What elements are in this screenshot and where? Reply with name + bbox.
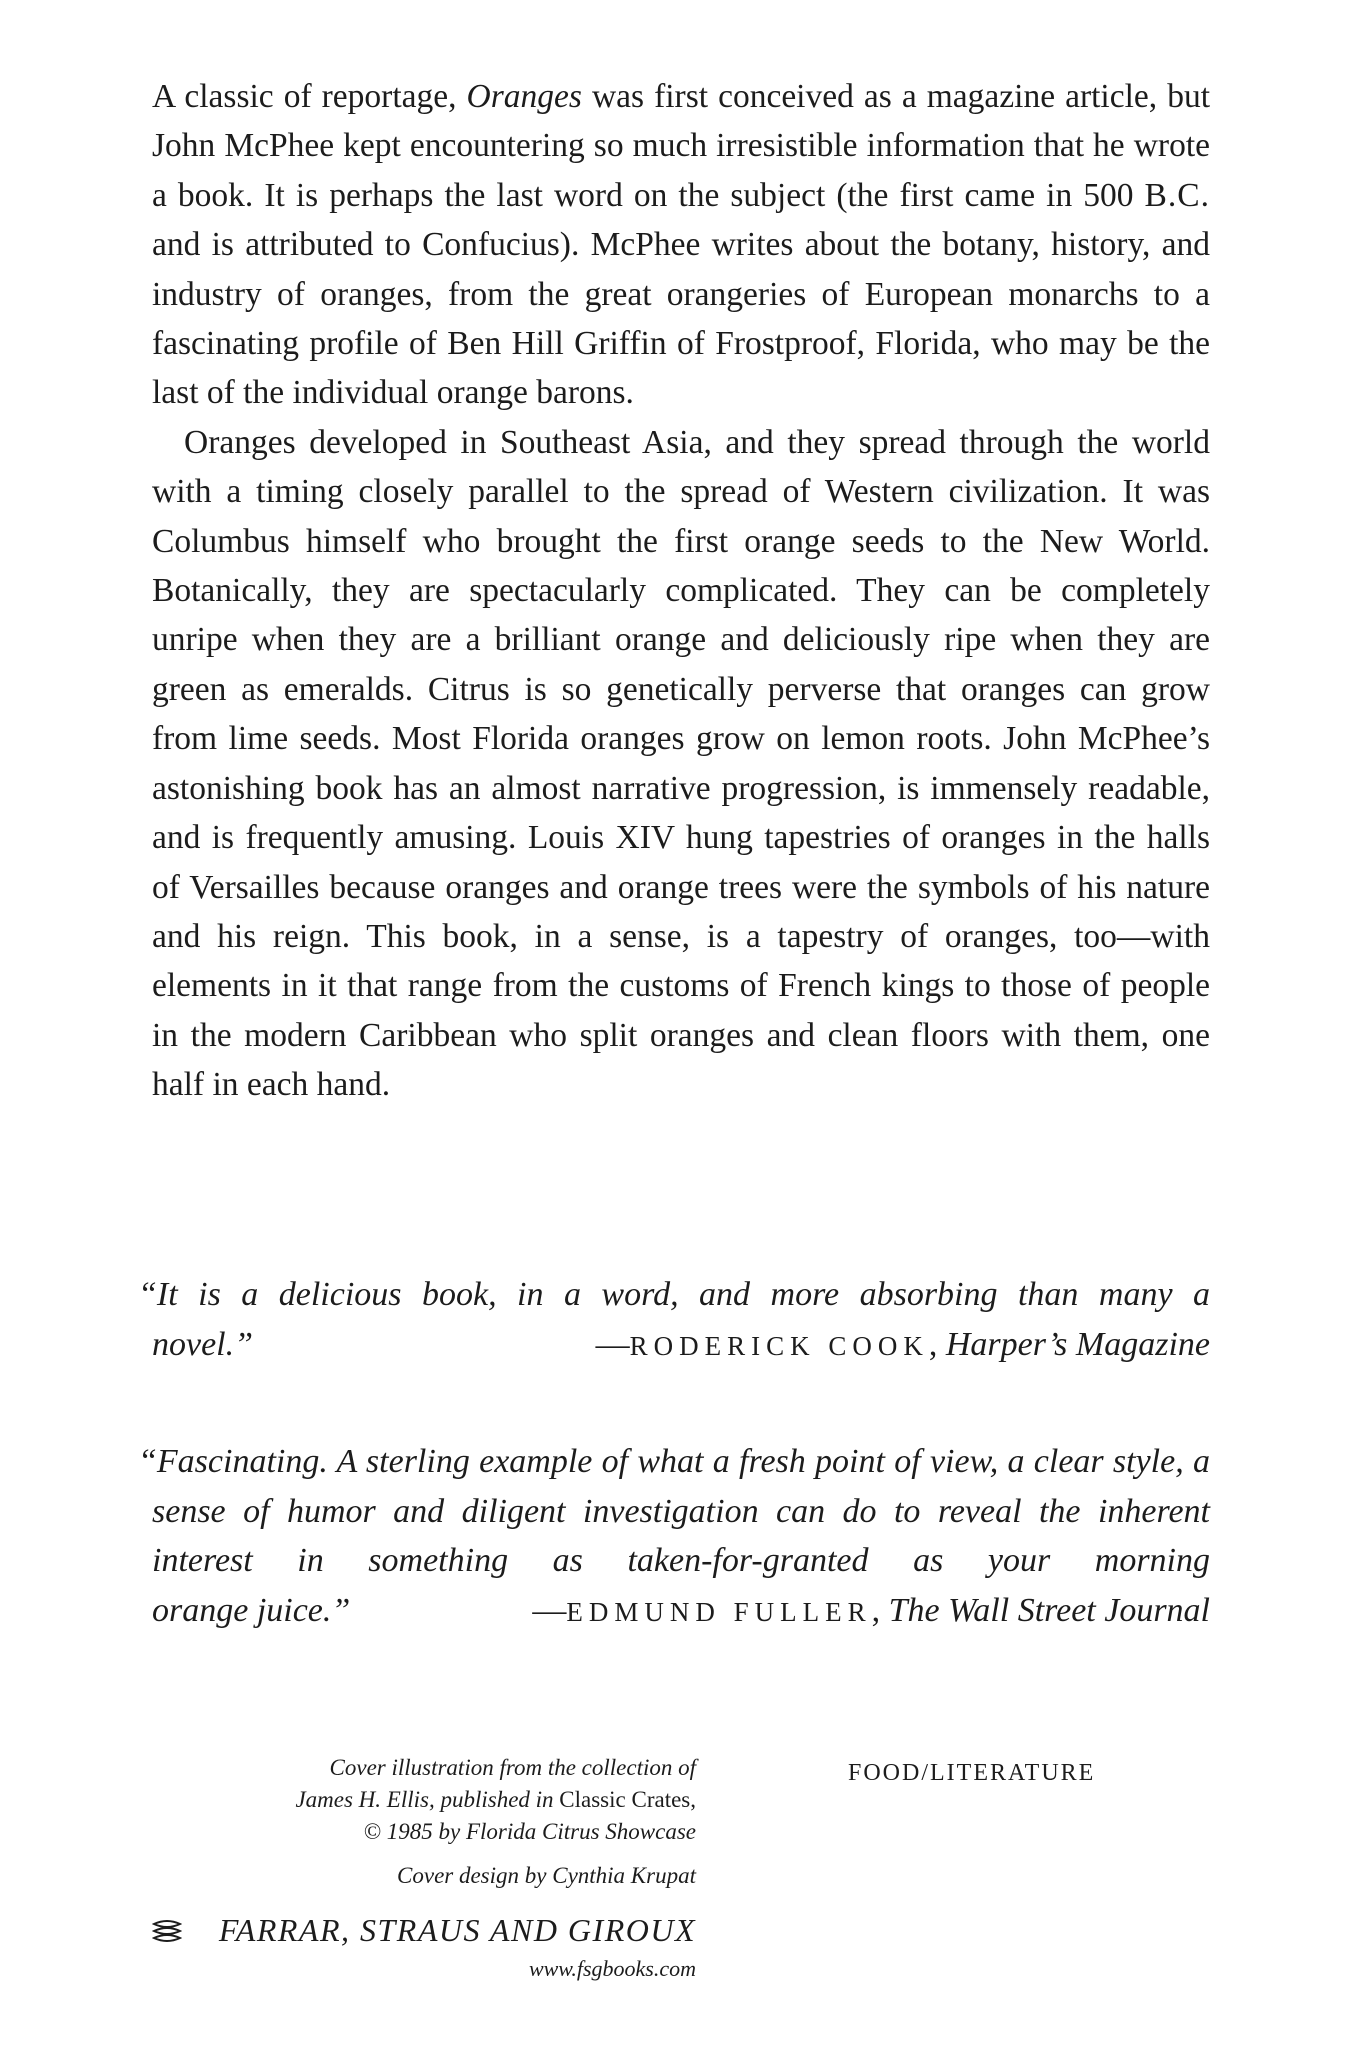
book-title-inline: Oranges <box>466 78 582 115</box>
quote-1-author: RODERICK COOK <box>629 1330 929 1361</box>
quote-1-text-end: novel.” <box>152 1325 254 1363</box>
credits-line-2a: James H. Ellis, published in <box>295 1787 560 1812</box>
review-quote-2 <box>138 1437 1210 1637</box>
cover-design-credit: Cover design by Cynthia Krupat <box>397 1863 696 1888</box>
description-paragraph-1 <box>152 72 1210 418</box>
book-description <box>152 72 1210 1110</box>
quote-2-dash: — <box>532 1591 567 1629</box>
credits-line-1: Cover illustration from the collection of <box>329 1755 696 1780</box>
quote-2-last-line <box>138 1586 1210 1638</box>
quote-1-attribution: —RODERICK COOK, Harper’s Magazine <box>595 1325 1210 1363</box>
description-p1-part2: was first conceived as a magazine article, but John McPhee kept encountering so much irresistible information that he wrote a book. It is perhaps the last word on the subject (the first came in 500 <box>152 78 1210 214</box>
credits-line-3: © 1985 by Florida Citrus Showcase <box>363 1819 696 1844</box>
credits-line-2b: Classic Crates, <box>559 1787 696 1812</box>
quote-1-last-line <box>138 1320 1210 1372</box>
description-p1-part3: and is attributed to Confucius). McPhee writes about the botany, history, and industry of oranges, from the great orangeries of European monarchs to a fascinating profile of Ben Hill Griffin of Frostproof, Florida, who may be the last of the individual orange barons. <box>152 226 1210 412</box>
fsg-fish-icon <box>152 1918 182 1944</box>
credits-line-2 <box>176 1784 696 1816</box>
quote-2-attribution: —EDMUND FULLER, The Wall Street Journal <box>532 1591 1210 1629</box>
quote-2-text-end: orange juice.” <box>152 1591 351 1629</box>
quote-2-text <box>138 1437 1210 1586</box>
publisher-name: FARRAR, STRAUS AND GIROUX <box>218 1912 696 1948</box>
description-paragraph-2: Oranges developed in Southeast Asia, and they spread through the world with a timing closely parallel to the spread of Western civilization. It was Columbus himself who brought the first orange seeds to the New World. Botanically, they are spectacularly complicated. They can be completely unripe when they are a brilliant orange and deliciously ripe when they are green as emeralds. Citrus is so genetically perverse that oranges can grow from lime seeds. Most Florida oranges grow on lemon roots. John McPhee’s astonishing book has an almost narrative progression, is immensely readable, and is frequently amusing. Louis XIV hung tapestries of oranges in the halls of Versailles because oranges and orange trees were the symbols of his nature and his reign. This book, in a sense, is a tapestry of oranges, too—with elements in it that range from the customs of French kings to those of people in the modern Caribbean who split oranges and clean floors with them, one half in each hand. <box>152 423 1210 1104</box>
quote-1-text: “It is a delicious book, in a word, and more absorbing than many a <box>138 1276 1210 1313</box>
publisher-website[interactable]: www.fsgbooks.com <box>528 1956 696 1981</box>
quote-1-dash: — <box>595 1325 630 1363</box>
quote-2-author: EDMUND FULLER <box>566 1596 872 1627</box>
review-quote-1 <box>138 1270 1210 1371</box>
quote-2-publication: The Wall Street Journal <box>888 1591 1210 1629</box>
cover-credits <box>176 1752 696 1892</box>
description-p1-part1: A classic of reportage, <box>152 78 467 115</box>
publisher-line <box>152 1912 696 1949</box>
book-category: FOOD/LITERATURE <box>848 1760 1096 1786</box>
quote-2-text-lines: “Fascinating. A sterling example of what a fresh point of view, a clear style, a sense of humor and diligent investigation can do to reveal the inherent interest in something as taken-for-granted as your morning <box>138 1443 1210 1579</box>
era-abbrev: B.C. <box>1144 176 1210 214</box>
quote-1-publication: Harper’s Magazine <box>945 1325 1210 1363</box>
